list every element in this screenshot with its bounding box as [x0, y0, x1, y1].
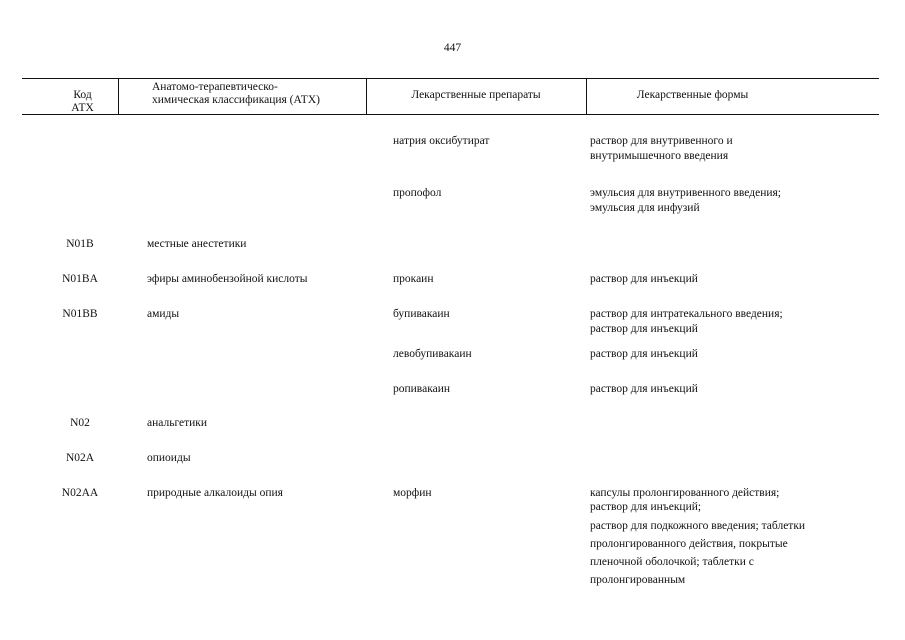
atc-classification: эфиры аминобензойной кислоты — [147, 273, 308, 285]
drug-name: морфин — [393, 487, 432, 499]
dosage-forms — [590, 186, 850, 216]
drug-name: прокаин — [393, 273, 434, 285]
atc-classification: местные анестетики — [147, 238, 247, 250]
table-top-rule — [22, 78, 879, 79]
header-classification — [152, 81, 362, 107]
dosage-forms — [590, 272, 850, 287]
drug-name: левобупивакаин — [393, 348, 472, 360]
dosage-form-line: пролонгированным — [590, 574, 686, 586]
atc-code: N01B — [66, 238, 94, 250]
table-header-rule — [22, 114, 879, 115]
atc-code: N02AA — [61, 487, 99, 499]
dosage-form-line: раствор для инъекций — [590, 323, 698, 335]
atc-classification: опиоиды — [147, 452, 191, 464]
page-number: 447 — [443, 42, 462, 54]
header-code-line1: Код — [73, 89, 92, 101]
dosage-form-line: пролонгированного действия, покрытые — [590, 538, 788, 550]
dosage-form-line: эмульсия для внутривенного введения; — [590, 187, 781, 199]
drug-name: ропивакаин — [393, 383, 451, 395]
dosage-forms — [590, 382, 850, 397]
drug-name: пропофол — [393, 187, 442, 199]
atc-code: N02 — [70, 417, 90, 429]
header-code-line2: АТХ — [71, 102, 94, 114]
header-forms: Лекарственные формы — [636, 89, 749, 101]
dosage-form-line: эмульсия для инфузий — [590, 202, 700, 214]
header-drugs: Лекарственные препараты — [411, 89, 541, 101]
dosage-form-line: раствор для инъекций; — [590, 501, 702, 513]
dosage-form-line: раствор для внутривенного и — [590, 135, 733, 147]
dosage-form-line: раствор для инъекций — [590, 348, 698, 360]
dosage-forms — [590, 347, 850, 362]
atc-classification: природные алкалоиды опия — [147, 487, 283, 499]
dosage-forms — [590, 486, 850, 588]
dosage-form-line: пленочной оболочкой; таблетки с — [590, 556, 754, 568]
dosage-form-line: раствор для инъекций — [590, 273, 698, 285]
dosage-forms — [590, 134, 850, 164]
dosage-form-line: капсулы пролонгированного действия; — [590, 487, 780, 499]
atc-code: N02A — [65, 452, 95, 464]
header-classification-line1: Анатомо-терапевтическо- — [152, 81, 278, 93]
drug-name: натрия оксибутират — [393, 135, 490, 147]
dosage-form-line: раствор для подкожного введения; таблетки — [590, 520, 806, 532]
drug-name: бупивакаин — [393, 308, 450, 320]
dosage-form-line: внутримышечного введения — [590, 150, 729, 162]
atc-code: N01BB — [62, 308, 98, 320]
atc-classification: амиды — [147, 308, 180, 320]
dosage-form-line: раствор для инъекций — [590, 383, 698, 395]
header-classification-line2: химическая классификация (АТХ) — [152, 94, 320, 106]
atc-code: N01BA — [62, 273, 98, 285]
header-separator — [118, 78, 119, 114]
dosage-form-line: раствор для интратекального введения; — [590, 308, 783, 320]
dosage-forms — [590, 307, 850, 337]
header-code — [55, 89, 110, 115]
atc-classification: анальгетики — [147, 417, 208, 429]
